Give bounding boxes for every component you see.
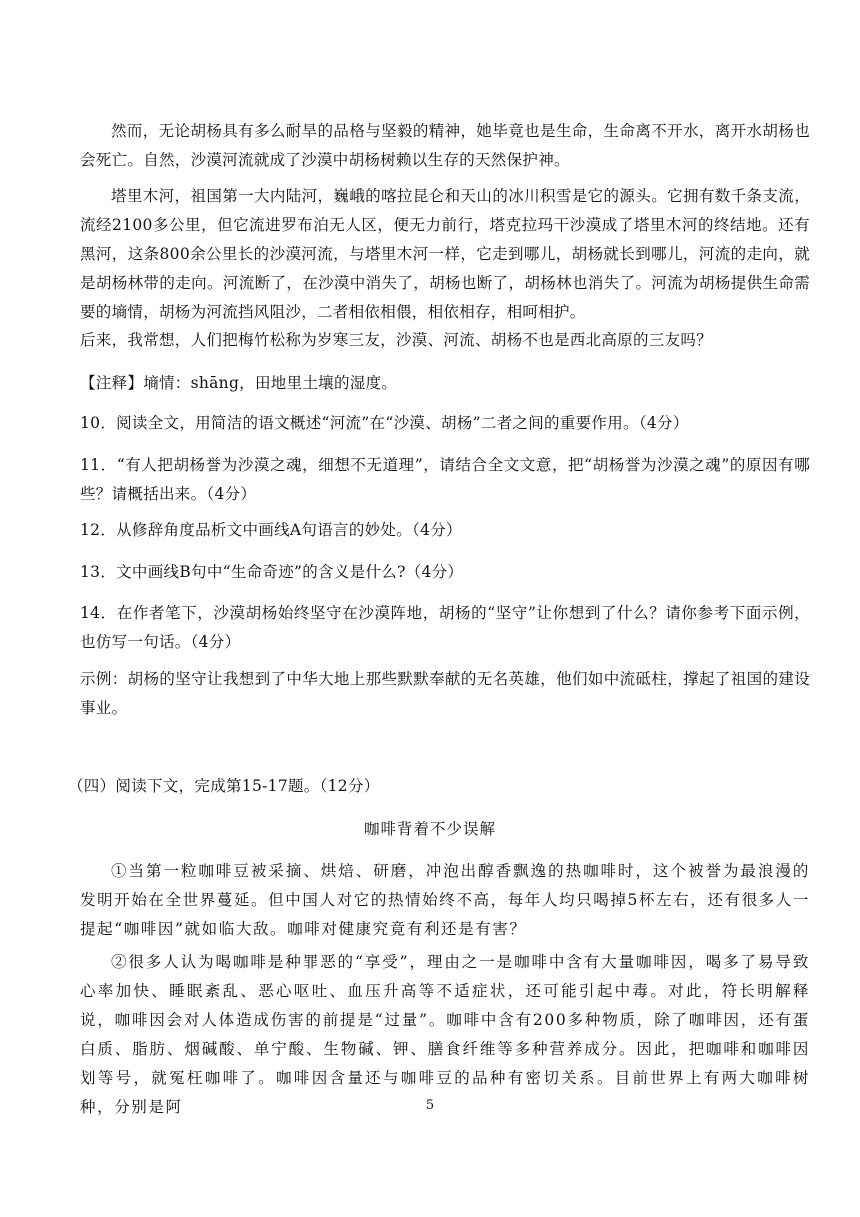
section-four-heading: （四）阅读下文，完成第15-17题。（12分） — [68, 777, 380, 795]
question-14: 14．在作者笔下，沙漠胡杨始终坚守在沙漠阵地，胡杨的“坚守”让你想到了什么？请你参考下面示例，也仿写一句话。（4分） — [80, 604, 810, 651]
question-12: 12．从修辞角度品析文中画线A句语言的妙处。（4分） — [80, 521, 462, 539]
question-11: 11．“有人把胡杨誉为沙漠之魂，细想不无道理”，请结合全文文意，把“胡杨誉为沙漠之魂”的原因有哪些？请概括出来。（4分） — [80, 456, 810, 503]
annotation-note: 【注释】墒情：shāng，田地里土壤的湿度。 — [80, 374, 398, 392]
paragraph-water-protector: 然而，无论胡杨具有多么耐旱的品格与坚毅的精神，她毕竟也是生命，生命离不开水，离开水胡杨也会死亡。自然，沙漠河流就成了沙漠中胡杨树赖以生存的天然保护神。 — [80, 122, 810, 169]
page-number: 5 — [425, 1098, 435, 1113]
question-13: 13．文中画线B句中“生命奇迹”的含义是什么?（4分） — [80, 563, 464, 581]
question-10: 10．阅读全文，用简洁的语文概述“河流”在“沙漠、胡杨”二者之间的重要作用。（4分） — [80, 414, 689, 432]
paragraph-tarim-river: 塔里木河，祖国第一大内陆河，巍峨的喀拉昆仑和天山的冰川积雪是它的源头。它拥有数千条支流，流经2100多公里，但它流进罗布泊无人区，便无力前行，塔克拉玛干沙漠成了塔里木河的终结地。还有黑河，这条800余公里长的沙漠河流，与塔里木河一样，它走到哪儿，胡杨就长到哪儿，河流的走向，就是胡杨林带的走向。河流断了，在沙漠中消失了，胡杨也断了，胡杨林也消失了。河流为胡杨提供生命需要的墒情，胡杨为河流挡风阻沙，二者相依相偎，相依相存，相呵相护。 — [80, 187, 810, 321]
example-answer: 示例：胡杨的坚守让我想到了中华大地上那些默默奉献的无名英雄，他们如中流砥柱，撑起了祖国的建设事业。 — [80, 670, 810, 717]
article-title: 咖啡背着不少误解 — [363, 820, 496, 838]
paragraph-three-friends: 后来，我常想，人们把梅竹松称为岁寒三友，沙漠、河流、胡杨不也是西北高原的三友吗？ — [80, 331, 713, 349]
article-paragraph-1: ①当第一粒咖啡豆被采摘、烘焙、研磨，冲泡出醇香飘逸的热咖啡时，这个被誉为最浪漫的发明开始在全世界蔓延。但中国人对它的热情始终不高，每年人均只喝掉5杯左右，还有很多人一提起“咖啡因”就如临大敌。咖啡对健康究竟有利还是有害？ — [80, 862, 810, 938]
article-paragraph-2: ②很多人认为喝咖啡是种罪恶的“享受”，理由之一是咖啡中含有大量咖啡因，喝多了易导致心率加快、睡眠紊乱、恶心呕吐、血压升高等不适症状，还可能引起中毒。对此，符长明解释说，咖啡因会对人体造成伤害的前提是“过量”。咖啡中含有200多种物质，除了咖啡因，还有蛋白质、脂肪、烟碱酸、单宁酸、生物碱、钾、膳食纤维等多种营养成分。因此，把咖啡和咖啡因划等号，就冤枉咖啡了。咖啡因含量还与咖啡豆的品种有密切关系。目前世界上有两大咖啡树种，分别是阿 — [80, 953, 810, 1116]
